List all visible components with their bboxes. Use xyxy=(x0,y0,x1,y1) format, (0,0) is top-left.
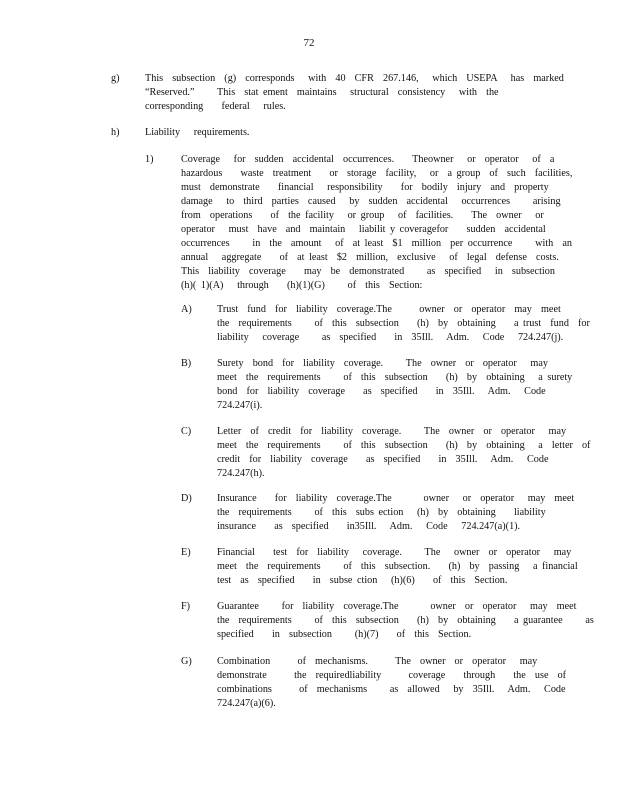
text-line: Guarantee for liability coverage.The owner or operator may meet xyxy=(217,601,577,612)
text-line: Combination of mechanisms. The owner or operator may xyxy=(217,656,538,667)
section-h-text xyxy=(145,126,545,140)
text-line: 724.247(h). xyxy=(217,468,265,479)
item-1-text xyxy=(181,153,573,293)
subitem-c-text xyxy=(217,425,591,481)
subitem-f-label: F) xyxy=(181,601,191,612)
text-line: combinations of mechanisms as allowed by 35Ill. Adm. Code xyxy=(217,684,566,695)
text-line: bond for liability coverage as specified in 35Ill. Adm. Code xyxy=(217,386,546,397)
subitem-b-label: B) xyxy=(181,358,192,369)
text-line: corresponding federal rules. xyxy=(145,101,286,112)
text-line: occurrences in the amount of at least $1 million per occurrence with an xyxy=(181,238,572,249)
text-line: (h)( 1)(A) through (h)(1)(G) of this Section: xyxy=(181,280,423,291)
subitem-g-text xyxy=(217,655,567,711)
subitem-a-text xyxy=(217,303,590,345)
text-line: specified in subsection (h)(7) of this Section. xyxy=(217,629,472,640)
subitem-d-text xyxy=(217,492,575,534)
text-line: This subsection (g) corresponds with 40 CFR 267.146, which USEPA has marked xyxy=(145,73,564,84)
text-line: demonstrate the requiredliability coverage through the use of xyxy=(217,670,567,681)
text-line: test as specified in subse ction (h)(6) of this Section. xyxy=(217,575,508,586)
text-line: hazardous waste treatment or storage facility, or a group of such facilities, xyxy=(181,168,573,179)
text-line: This liability coverage may be demonstrated as specified in subsection xyxy=(181,266,555,277)
text-line: 724.247(i). xyxy=(217,400,263,411)
subitem-c-label: C) xyxy=(181,426,192,437)
text-line: insurance as specified in35Ill. Adm. Code 724.247(a)(1). xyxy=(217,521,521,532)
text-line: liability coverage as specified in 35Ill. Adm. Code 724.247(j). xyxy=(217,332,564,343)
section-g-label: g) xyxy=(111,73,120,84)
subitem-e-text xyxy=(217,546,578,588)
text-line: Financial test for liability coverage. The owner or operator may xyxy=(217,547,572,558)
text-line: damage to third parties caused by sudden accidental occurrences arising xyxy=(181,196,561,207)
subitem-b-text xyxy=(217,357,573,413)
text-line: the requirements of this subs ection (h) by obtaining liability xyxy=(217,507,546,518)
text-line: annual aggregate of at least $2 million, exclusive of legal defense costs. xyxy=(181,252,559,263)
text-line: Insurance for liability coverage.The owner or operator may meet xyxy=(217,493,575,504)
text-line: Surety bond for liability coverage. The owner or operator may xyxy=(217,358,548,369)
text-line: operator must have and maintain liabilit y coveragefor sudden accidental xyxy=(181,224,546,235)
section-h-label: h) xyxy=(111,127,120,138)
text-line: 724.247(a)(6). xyxy=(217,698,276,709)
page-number: 72 xyxy=(303,37,315,49)
text-line: the requirements of this subsection (h) by obtaining a trust fund for xyxy=(217,318,590,329)
subitem-a-label: A) xyxy=(181,304,192,315)
subitem-f-text xyxy=(217,600,594,642)
text-line: credit for liability coverage as specified in 35Ill. Adm. Code xyxy=(217,454,549,465)
section-g-text xyxy=(145,72,564,114)
subitem-e-label: E) xyxy=(181,547,191,558)
text-line: Coverage for sudden accidental occurrences. Theowner or operator of a xyxy=(181,154,555,165)
text-line: Trust fund for liability coverage.The owner or operator may meet xyxy=(217,304,561,315)
text-line: Liability requirements. xyxy=(145,127,250,138)
text-line: Letter of credit for liability coverage. The owner or operator may xyxy=(217,426,567,437)
text-line: from operations of the facility or group of facilities. The owner or xyxy=(181,210,544,221)
text-line: meet the requirements of this subsection (h) by obtaining a letter of xyxy=(217,440,591,451)
text-line: “Reserved.” This stat ement maintains structural consistency with the xyxy=(145,87,499,98)
text-line: must demonstrate financial responsibility for bodily injury and property xyxy=(181,182,549,193)
text-line: meet the requirements of this subsection (h) by obtaining a surety xyxy=(217,372,573,383)
text-line: meet the requirements of this subsection. (h) by passing a financial xyxy=(217,561,578,572)
subitem-g-label: G) xyxy=(181,656,192,667)
text-line: the requirements of this subsection (h) by obtaining a guarantee as xyxy=(217,615,594,626)
subitem-d-label: D) xyxy=(181,493,192,504)
item-1-label: 1) xyxy=(145,154,154,165)
